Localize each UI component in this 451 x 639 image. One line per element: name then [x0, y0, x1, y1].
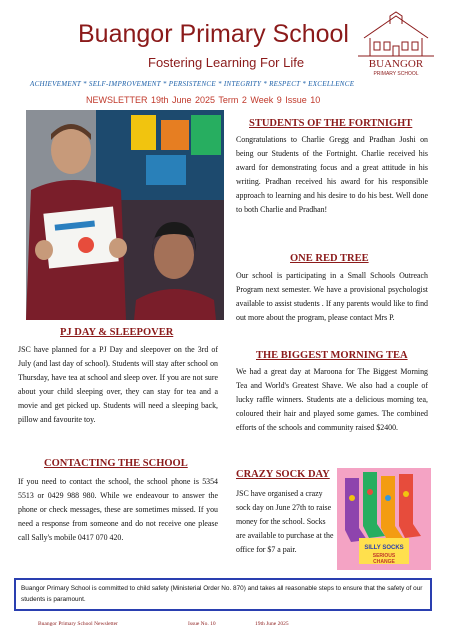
school-tagline: Fostering Learning For Life [148, 55, 305, 70]
pj-day-body: JSC have planned for a PJ Day and sleepover on the 3rd of July (and last day of school). Students will stay after school on Thursday, have tea at school and sleep over. If you are not sure about your child sleeping over, they can stay for tea and a movie and get picked up. Students will need a sleeping back, pillow and favourite toy. [18, 345, 218, 424]
morning-tea-heading: THE BIGGEST MORNING TEA [256, 350, 408, 361]
school-values: ACHIEVEMENT * SELF-IMPROVEMENT * PERSISTENCE * INTEGRITY * RESPECT * EXCELLENCE [30, 80, 355, 88]
child-safety-notice: Buangor Primary School is committed to child safety (Ministerial Order No. 870) and takes all reasonable steps to ensure that the safety of our students is paramount. [14, 578, 432, 611]
logo-text: BUANGOR [368, 58, 424, 70]
footer-newsletter-name: Buangor Primary School Newsletter [38, 621, 118, 627]
students-body: Congratulations to Charlie Gregg and Pradhan Joshi on being our Students of the Fortnight. Charlie received his award for demonstrating focus and a great attitude in his writing. Pradhan received his award for his responsible approach to learning and his desire to do his best. Well done to both Charlie and Pradhan! [236, 135, 428, 214]
svg-text:CHANGE: CHANGE [373, 559, 395, 565]
footer-issue: Issue No. 10 [188, 621, 216, 627]
contact-heading: CONTACTING THE SCHOOL [44, 458, 188, 469]
sock-day-heading: CRAZY SOCK DAY [236, 469, 330, 480]
footer-date: 19th June 2025 [255, 621, 289, 627]
crazy-socks-image [337, 468, 431, 570]
students-heading: STUDENTS OF THE FORTNIGHT [249, 118, 413, 129]
students-award-photo [26, 110, 224, 320]
morning-tea-body: We had a great day at Maroona for The Biggest Morning Tea and World's Greatest Shave. We also had a couple of lucky raffle winners. Students ate a delicious morning tea, coloured their hair and played some games. The combined efforts of the schools and community raised $2400. [236, 367, 428, 432]
contact-body: If you need to contact the school, the school phone is 5354 5513 or 0429 988 980. While we endeavour to answer the phone or check messages, these are sometimes missed. If you need a response from someone and do not receive one please call Sally's mobile 0417 070 420. [18, 477, 218, 542]
pj-day-heading: PJ DAY & SLEEPOVER [60, 327, 174, 338]
school-logo [350, 10, 442, 80]
newsletter-issue-line: NEWSLETTER 19th June 2025 Term 2 Week 9 Issue 10 [86, 95, 321, 105]
logo-subtext: PRIMARY SCHOOL [373, 71, 419, 77]
svg-text:SERIOUS: SERIOUS [372, 553, 396, 559]
svg-text:SILLY SOCKS: SILLY SOCKS [364, 545, 404, 551]
school-name: Buangor Primary School [78, 20, 349, 48]
red-tree-body: Our school is participating in a Small Schools Outreach Program next semester. We have a provisional psychologist available to assist students . If any parents would like to find out more about the program, please contact Mrs P. [236, 271, 428, 322]
sock-day-body: JSC have organised a crazy sock day on June 27th to raise money for the school. Socks are available to purchase at the office for $7 a pair. [236, 489, 334, 554]
school-building-icon [350, 10, 442, 80]
red-tree-heading: ONE RED TREE [290, 253, 369, 264]
